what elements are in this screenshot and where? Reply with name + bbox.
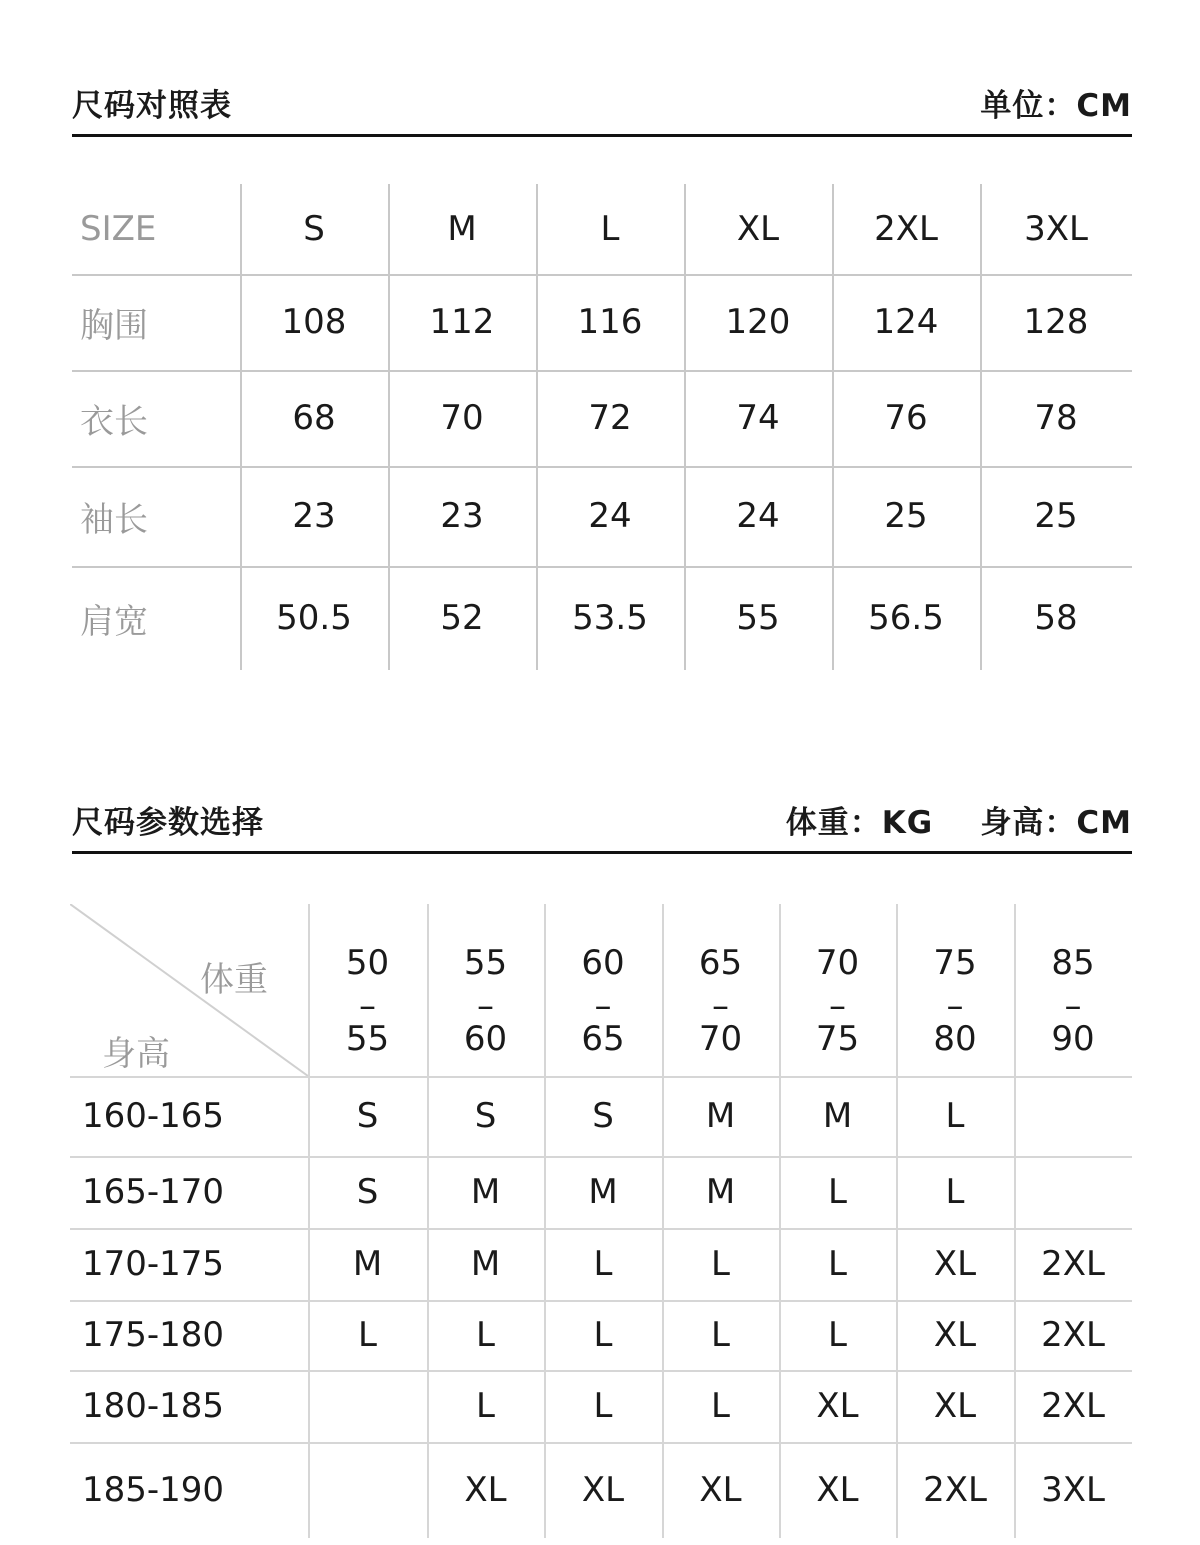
weight-range-dash: – [829, 986, 846, 1026]
measurement-value: 24 [736, 496, 780, 536]
recommended-size-cell: M [352, 1244, 383, 1284]
recommended-size-cell: S [356, 1172, 379, 1212]
recommended-size-cell: L [828, 1172, 847, 1212]
weight-range-from: 85 [1051, 943, 1095, 983]
height-range-label: 185-190 [82, 1470, 225, 1510]
size-selector-title: 尺码参数选择 [72, 805, 264, 841]
recommended-size-cell: XL [933, 1315, 977, 1355]
weight-range-from: 60 [581, 943, 625, 983]
recommended-size-cell: L [711, 1244, 730, 1284]
weight-range-header [662, 943, 779, 1062]
recommended-size-cell: L [711, 1315, 730, 1355]
recommended-size-cell [308, 1370, 427, 1442]
recommended-size-cell: L [358, 1315, 377, 1355]
size-selector-table [70, 904, 1132, 1538]
measurement-value: 56.5 [868, 598, 944, 638]
weight-range-to: 90 [1051, 1019, 1095, 1059]
weight-range-from: 65 [698, 943, 743, 983]
weight-range-to: 65 [581, 1019, 625, 1059]
measurement-value: 23 [292, 496, 336, 536]
recommended-size-cell: L [476, 1386, 495, 1426]
weight-range-dash: – [594, 986, 612, 1026]
recommended-size-cell [308, 1442, 427, 1538]
weight-range-header [1014, 943, 1132, 1062]
recommended-size-cell: XL [816, 1386, 859, 1426]
recommended-size-cell: M [705, 1096, 736, 1136]
size-column-header: 2XL [874, 209, 938, 249]
recommended-size-cell: L [828, 1315, 847, 1355]
size-chart-header [72, 80, 1132, 140]
recommended-size-cell: 2XL [1041, 1386, 1105, 1426]
weight-range-from: 75 [933, 943, 977, 983]
size-column-header: M [447, 209, 477, 249]
measurement-value: 76 [884, 398, 928, 438]
weight-range-to: 80 [933, 1019, 977, 1059]
size-column-header: S [303, 209, 325, 249]
measurement-value: 78 [1034, 398, 1078, 438]
recommended-size-cell: M [470, 1172, 501, 1212]
weight-range-from: 50 [345, 943, 390, 983]
height-range-label: 180-185 [82, 1386, 225, 1426]
size-selector-units: 体重：KG 身高：CM [785, 805, 1132, 841]
measurement-value: 25 [1034, 496, 1078, 536]
weight-range-header [779, 943, 896, 1062]
measurement-value: 128 [1023, 302, 1089, 342]
corner-weight-label: 体重 [200, 960, 268, 1000]
weight-range-dash: – [1064, 986, 1082, 1026]
header-rule [72, 851, 1132, 854]
recommended-size-cell: S [592, 1096, 614, 1136]
measurement-value: 72 [588, 398, 632, 438]
weight-range-to: 55 [345, 1019, 390, 1059]
measurement-value: 68 [292, 398, 336, 438]
measurement-value: 25 [884, 496, 928, 536]
weight-range-header [896, 943, 1014, 1062]
weight-range-header [308, 943, 427, 1062]
recommended-size-cell: 2XL [1041, 1315, 1105, 1355]
recommended-size-cell [1014, 1076, 1132, 1156]
recommended-size-cell: L [593, 1315, 613, 1355]
measurement-value: 74 [736, 398, 780, 438]
recommended-size-cell: M [822, 1096, 853, 1136]
recommended-size-cell: S [356, 1096, 379, 1136]
measurement-value: 23 [440, 496, 484, 536]
recommended-size-cell: M [470, 1244, 501, 1284]
recommended-size-cell: L [828, 1244, 847, 1284]
recommended-size-cell: XL [699, 1470, 742, 1510]
recommended-size-cell: L [711, 1386, 730, 1426]
measurement-value: 120 [725, 302, 791, 342]
weight-range-from: 55 [463, 943, 508, 983]
size-chart-title: 尺码对照表 [72, 88, 232, 124]
measurement-value: 112 [429, 302, 495, 342]
weight-range-dash: – [477, 986, 494, 1026]
measurement-value: 58 [1034, 598, 1078, 638]
weight-range-header [427, 943, 544, 1062]
recommended-size-cell: XL [464, 1470, 507, 1510]
weight-range-from: 70 [815, 943, 860, 983]
recommended-size-cell: XL [933, 1244, 977, 1284]
measurement-value: 24 [588, 496, 632, 536]
recommended-size-cell: 2XL [1041, 1244, 1105, 1284]
height-range-label: 170-175 [82, 1244, 225, 1284]
weight-range-dash: – [359, 986, 376, 1026]
measurement-value: 116 [577, 302, 643, 342]
weight-range-to: 75 [815, 1019, 860, 1059]
measurement-value: 53.5 [572, 598, 648, 638]
size-chart-unit: 单位：CM [980, 88, 1132, 124]
size-chart-table [72, 184, 1132, 670]
recommended-size-cell: 2XL [923, 1470, 987, 1510]
size-column-header: XL [736, 209, 780, 249]
weight-range-to: 60 [463, 1019, 508, 1059]
measurement-label: 衣长 [80, 401, 148, 442]
measurement-label: 肩宽 [80, 601, 148, 642]
recommended-size-cell: L [593, 1386, 613, 1426]
weight-range-dash: – [946, 986, 964, 1026]
recommended-size-cell: L [945, 1172, 965, 1212]
recommended-size-cell: L [476, 1315, 495, 1355]
measurement-value: 52 [440, 598, 484, 638]
weight-range-to: 70 [698, 1019, 743, 1059]
measurement-value: 55 [736, 598, 780, 638]
recommended-size-cell: 3XL [1041, 1470, 1105, 1510]
recommended-size-cell: S [474, 1096, 497, 1136]
size-header-label: SIZE [80, 209, 157, 249]
weight-range-dash: – [712, 986, 729, 1026]
recommended-size-cell: L [945, 1096, 965, 1136]
recommended-size-cell: XL [933, 1386, 977, 1426]
recommended-size-cell: XL [581, 1470, 625, 1510]
measurement-value: 124 [873, 302, 939, 342]
size-column-header: 3XL [1024, 209, 1088, 249]
height-range-label: 165-170 [82, 1172, 225, 1212]
recommended-size-cell [1014, 1156, 1132, 1228]
height-range-label: 160-165 [82, 1096, 225, 1136]
measurement-value: 108 [281, 302, 347, 342]
recommended-size-cell: XL [816, 1470, 859, 1510]
measurement-value: 70 [440, 398, 484, 438]
corner-height-label: 身高 [102, 1034, 170, 1074]
recommended-size-cell: M [705, 1172, 736, 1212]
measurement-value: 50.5 [276, 598, 352, 638]
weight-range-header [544, 943, 662, 1062]
height-range-label: 175-180 [82, 1315, 225, 1355]
size-column-header: L [600, 209, 620, 249]
recommended-size-cell: M [588, 1172, 618, 1212]
measurement-label: 胸围 [80, 305, 148, 346]
recommended-size-cell: L [593, 1244, 613, 1284]
size-selector-header [72, 797, 1132, 857]
measurement-label: 袖长 [80, 499, 148, 540]
header-rule [72, 134, 1132, 137]
